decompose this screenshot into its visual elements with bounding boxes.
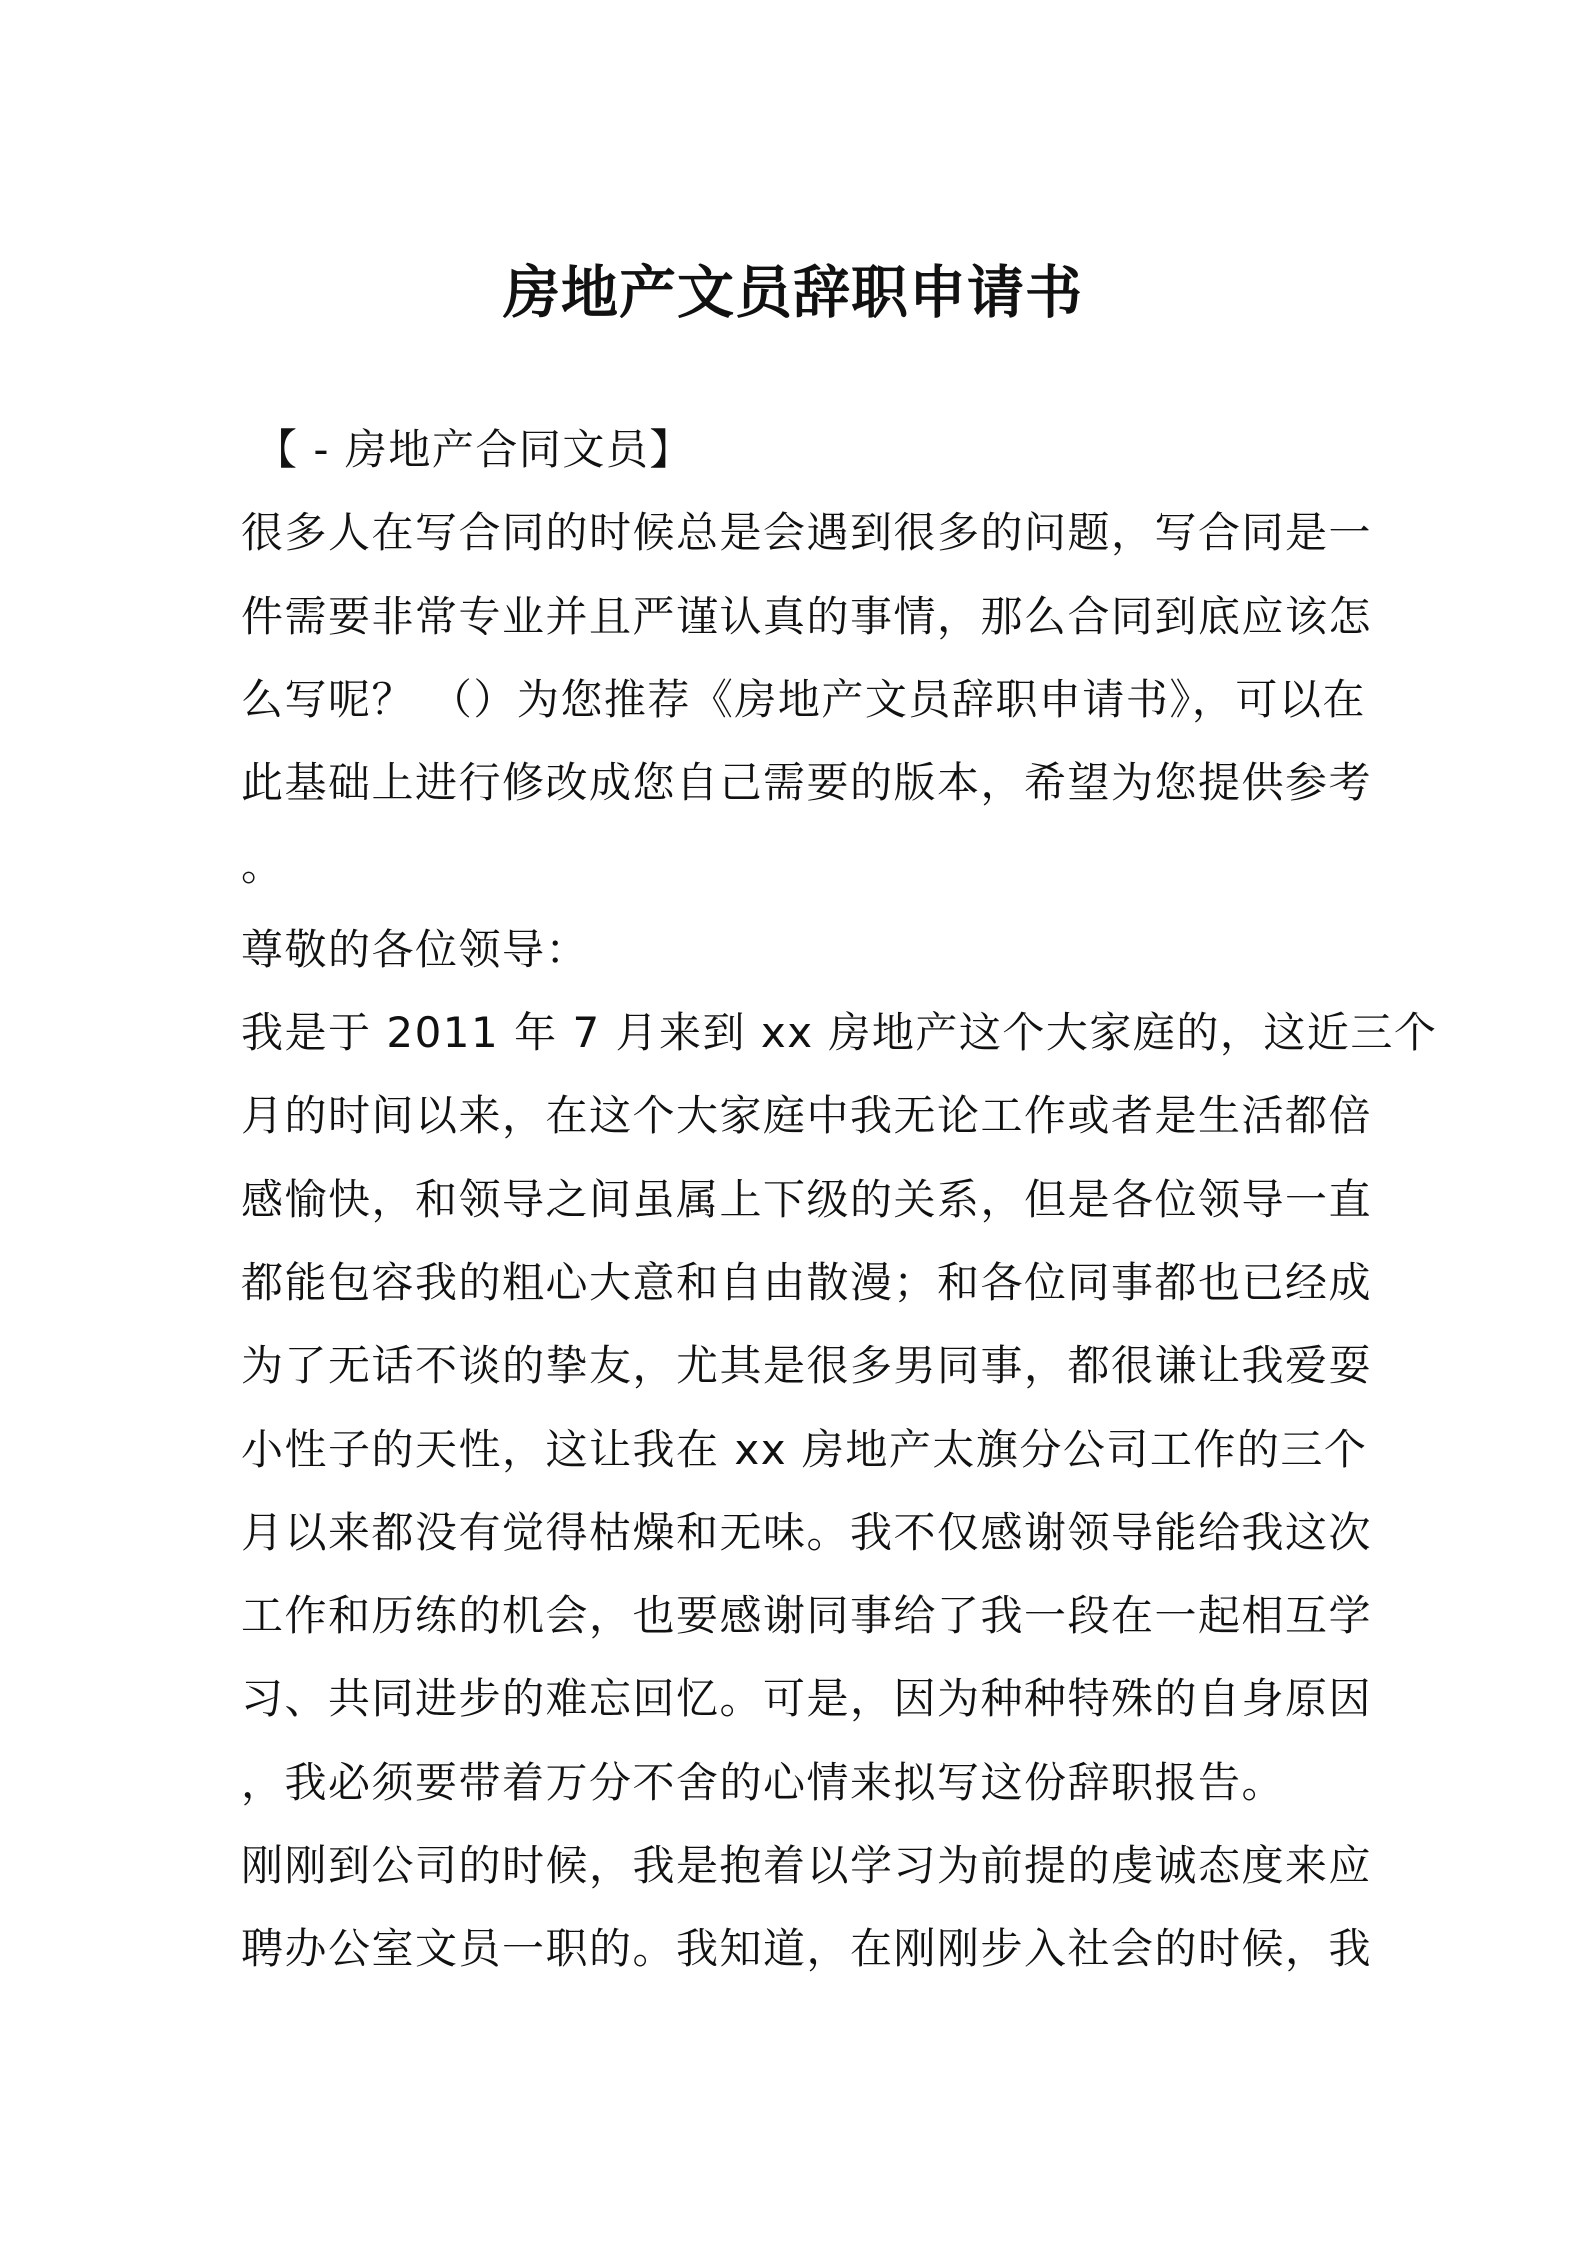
text-line: 么写呢？ （）为您推荐《房地产文员辞职申请书》，可以在	[241, 674, 1366, 724]
text-line: 件需要非常专业并且严谨认真的事情，那么合同到底应该怎	[241, 591, 1373, 641]
document-title: 房地产文员辞职申请书	[503, 260, 1083, 326]
text-line: 月以来都没有觉得枯燥和无味。我不仅感谢领导能给我这次	[241, 1507, 1373, 1557]
text-line: ，我必须要带着万分不舍的心情来拟写这份辞职报告。	[241, 1757, 1286, 1807]
text-line: 工作和历练的机会，也要感谢同事给了我一段在一起相互学	[241, 1591, 1373, 1641]
document-subtitle: 【 - 房地产合同文员】	[255, 425, 693, 474]
text-line: 都能包容我的粗心大意和自由散漫；和各位同事都也已经成	[241, 1257, 1373, 1307]
salutation: 尊敬的各位领导：	[241, 924, 590, 974]
text-line: 。	[241, 841, 285, 891]
text-line: 习、共同进步的难忘回忆。可是，因为种种特殊的自身原因	[241, 1674, 1373, 1724]
text-line: 小性子的天性，这让我在 xx 房地产太旗分公司工作的三个	[241, 1424, 1368, 1474]
document-body	[241, 408, 1438, 1991]
text-line: 很多人在写合同的时候总是会遇到很多的问题，写合同是一	[241, 508, 1373, 558]
text-line: 此基础上进行修改成您自己需要的版本，希望为您提供参考	[241, 758, 1373, 808]
text-line: 我是于 2011 年 7 月来到 xx 房地产这个大家庭的，这近三个	[241, 1008, 1438, 1058]
text-line: 月的时间以来，在这个大家庭中我无论工作或者是生活都倍	[241, 1091, 1373, 1141]
text-line: 为了无话不谈的挚友，尤其是很多男同事，都很谦让我爱耍	[241, 1341, 1373, 1391]
text-line: 刚刚到公司的时候，我是抱着以学习为前提的虔诚态度来应	[241, 1841, 1373, 1891]
text-line: 聘办公室文员一职的。我知道，在刚刚步入社会的时候，我	[241, 1924, 1373, 1974]
text-line: 感愉快，和领导之间虽属上下级的关系，但是各位领导一直	[241, 1174, 1373, 1224]
